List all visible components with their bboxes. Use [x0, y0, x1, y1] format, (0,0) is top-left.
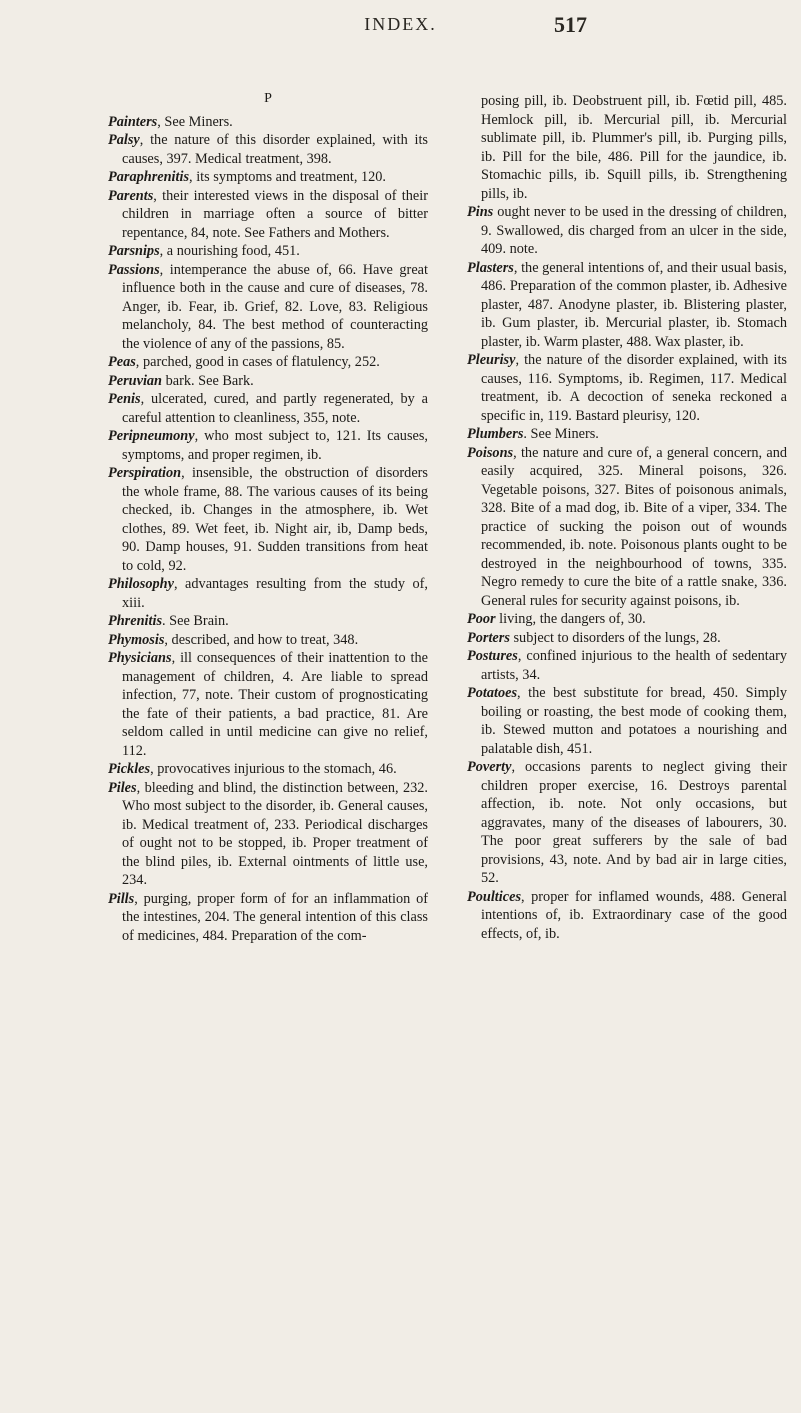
index-entry [467, 92, 787, 203]
entry-headword: Phymosis [108, 631, 165, 648]
page-number: 517 [554, 12, 587, 37]
index-entry [108, 575, 428, 612]
index-entry [467, 425, 787, 444]
index-entry [108, 612, 428, 631]
entry-headword: Postures [467, 648, 518, 664]
entry-text: , bleeding and blind, the distinction between, 232. Who most subject to the disorder, ib. General causes, ib. Medical treatment of, 233. Periodical discharges of ought not to be stopped, ib. Proper treatment of the blind piles, ib. External ointments of little use, 234. [122, 779, 428, 888]
entry-headword: Penis [108, 391, 141, 407]
entry-text: , provocatives injurious to the stomach, 46. [150, 761, 397, 777]
index-entry [467, 758, 787, 888]
index-entry [108, 187, 428, 243]
entry-text: , intemperance the abuse of, 66. Have great influence both in the cause and cure of diseases, 78. Anger, ib. Fear, ib. Grief, 82. Love, 83. Religious melancholy, 84. The best method of counteracting the violence of any of the passions, 85. [122, 261, 428, 352]
entry-text: ought never to be used in the dressing of children, 9. Swallowed, dis charged from an ulcer in the side, 409. note. [481, 204, 787, 257]
index-entry [108, 113, 428, 132]
index-entry [467, 684, 787, 758]
entry-text: , the nature of the disorder explained, with its causes, 116. Symptoms, ib. Regimen, 117. Medical treatment, ib. A decoction of seneka reckoned a specific in, 119. Bastard pleurisy, 120. [481, 352, 787, 424]
entry-text: , proper for inflamed wounds, 488. General intentions of, ib. Extraordinary case of the good effects, of, ib. [481, 888, 787, 942]
entry-headword: Peas [108, 354, 136, 370]
entry-headword: Perspiration [108, 465, 182, 481]
index-entry [467, 629, 787, 648]
entry-text: , See Miners. [157, 113, 233, 130]
entry-text: living, the dangers of, 30. [495, 611, 646, 627]
entry-text: . See Miners. [523, 426, 599, 442]
entry-text: , parched, good in cases of flatulency, 252. [135, 354, 380, 370]
entry-text: , their interested views in the disposal of their children in marriage often a source of bitter repentance, 84, note. See Fathers and Mothers. [122, 187, 428, 241]
entry-text: , purging, proper form of for an inflammation of the intestines, 204. The general intention of this class of medicines, 484. Preparation of the com- [122, 890, 428, 944]
entry-headword: Passions [108, 261, 160, 278]
index-entry [108, 631, 428, 650]
entry-text: subject to disorders of the lungs, 28. [509, 629, 721, 646]
index-entry [467, 444, 787, 611]
index-entry [108, 649, 428, 760]
entry-headword: Paraphrenitis [108, 169, 190, 185]
index-entry [467, 259, 787, 352]
index-entry [108, 890, 428, 946]
index-entry [108, 427, 428, 464]
index-entry [108, 464, 428, 575]
entry-headword: Physicians [108, 650, 172, 666]
entry-headword: Philosophy [108, 576, 174, 592]
entry-text: posing pill, ib. Deobstruent pill, ib. Fœtid pill, 485. Hemlock pill, ib. Mercurial pill, ib. Mercurial sublimate pill, ib. Plummer's pill, ib. Purging pills, ib. Pill for the bile, 486. Pill for the jaundice, ib. Stomachic pills, ib. Squill pills, ib. Strengthening pills, ib. [481, 93, 787, 202]
entry-headword: Poor [467, 611, 496, 627]
entry-text: , confined injurious to the health of sedentary artists, 34. [481, 648, 787, 683]
entry-headword: Pins [467, 204, 494, 220]
entry-text: bark. See Bark. [162, 372, 254, 389]
entry-text: , occasions parents to neglect giving their children proper exercise, 16. Destroys parental affection, ib. note. Not only occasions, but aggravates, many of the diseases of labourers, 30. The poor great sufferers by the sale of bad provisions, 43, note. And by bad air in large cities, 52. [481, 759, 787, 886]
entry-text: , the nature and cure of, a general concern, and easily acquired, 325. Mineral poisons, 326. Vegetable poisons, 327. Bites of poisonous animals, 328. Bite of a mad dog, ib. Bite of a viper, 334. The practice of sucking the poison out of wounds recommended, ib. note. Poisonous plants ought to be destroyed in the neighbourhood of towns, 335. Negro remedy to cure the bite of a rattle snake, 336. General rules for security against poisons, ib. [481, 444, 787, 609]
entry-text: , insensible, the obstruction of disorders the whole frame, 88. The various causes of its being checked, ib. Changes in the atmosphere, ib. Wet clothes, 89. Wet feet, ib. Night air, ib, Damp beds, 90. Damp houses, 91. Sudden transitions from heat to cold, 92. [122, 465, 428, 574]
entry-text: , described, and how to treat, 348. [164, 631, 359, 648]
entry-text: , the nature of this disorder explained, with its causes, 397. Medical treatment, 398. [122, 132, 428, 167]
entry-headword: Potatoes [467, 685, 518, 701]
index-entry [108, 242, 428, 261]
index-entry [467, 888, 787, 944]
entry-headword: Parsnips [108, 243, 160, 259]
entry-text: , who most subject to, 121. Its causes, symptoms, and proper regimen, ib. [122, 428, 428, 463]
index-entry [108, 168, 428, 187]
entry-headword: Pleurisy [467, 352, 516, 368]
entry-headword: Peruvian [108, 372, 163, 389]
index-entry [467, 351, 787, 425]
entry-headword: Poverty [467, 759, 512, 775]
entry-headword: Porters [467, 629, 510, 646]
entry-headword: Poultices [467, 888, 522, 905]
entry-headword: Plumbers [467, 426, 524, 442]
right-entry-list [467, 92, 787, 943]
entry-text: , a nourishing food, 451. [159, 243, 300, 259]
entry-headword: Pills [108, 890, 135, 907]
entry-headword: Piles [108, 779, 137, 796]
entry-headword: Pickles [108, 761, 151, 777]
left-entry-list [108, 113, 428, 946]
entry-text: , ill consequences of their inattention to the management of children, 4. Are liable to spread infection, 77, note. Their custom of prognosticating the fate of their patients, a bad practice, 81. Are seldom called in until medicine can give no relief, 112. [122, 650, 428, 759]
index-entry [467, 647, 787, 684]
section-letter: P [264, 91, 272, 106]
running-head: INDEX. [364, 14, 437, 34]
entry-text: , its symptoms and treatment, 120. [189, 169, 387, 185]
entry-text: , the best substitute for bread, 450. Simply boiling or roasting, the best mode of cooking them, ib. Stewed mutton and potatoes a nourishing and palatable dish, 451. [481, 685, 787, 757]
entry-headword: Phrenitis [108, 613, 163, 629]
index-entry [108, 353, 428, 372]
index-entry [108, 390, 428, 427]
entry-text: , advantages resulting from the study of, xiii. [122, 576, 428, 611]
entry-text: , ulcerated, cured, and partly regenerated, by a careful attention to cleanliness, 355, note. [122, 391, 428, 426]
entry-headword: Palsy [108, 132, 140, 148]
entry-headword: Parents [108, 187, 154, 204]
index-entry [108, 131, 428, 168]
index-entry [108, 760, 428, 779]
right-column [467, 92, 787, 943]
entry-text: . See Brain. [162, 613, 229, 629]
entry-headword: Peripneumony [108, 428, 195, 444]
index-entry [108, 372, 428, 391]
index-entry [108, 779, 428, 890]
entry-headword: Poisons [467, 444, 514, 461]
index-entry [467, 203, 787, 259]
left-column [108, 90, 428, 945]
index-entry [108, 261, 428, 354]
entry-headword: Painters [108, 113, 158, 130]
index-entry [467, 610, 787, 629]
entry-headword: Plasters [467, 259, 514, 276]
entry-text: , the general intentions of, and their usual basis, 486. Preparation of the common plaster, ib. Adhesive plaster, 487. Anodyne plaster, ib. Blistering plaster, ib. Gum plaster, ib. Mercurial plaster, ib. Stomach plaster, ib. Warm plaster, 488. Wax plaster, ib. [481, 259, 787, 350]
